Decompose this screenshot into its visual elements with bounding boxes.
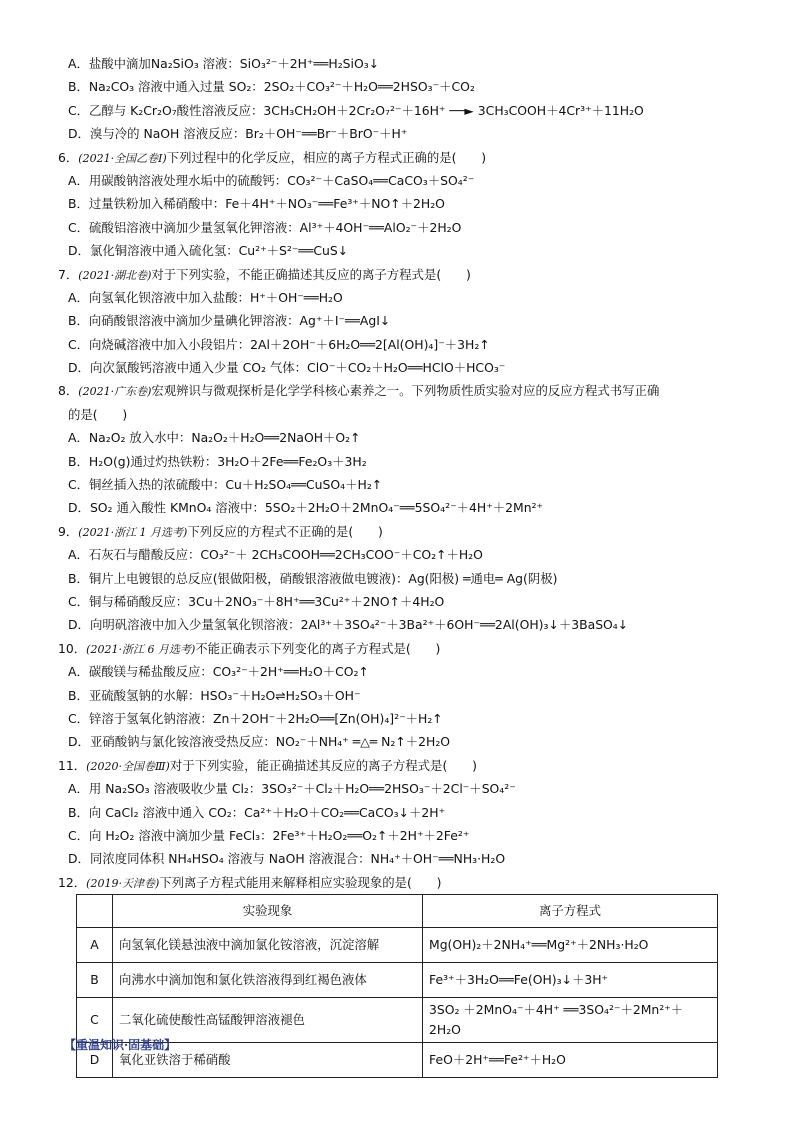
question-source: (2019·天津卷) xyxy=(86,876,160,890)
row-equation: Mg(OH)₂＋2NH₄⁺══Mg²⁺＋2NH₃·H₂O xyxy=(423,928,718,963)
question-source: (2021·浙江 6 月选考) xyxy=(86,642,196,656)
row-phenomenon: 氧化亚铁溶于稀硝酸 xyxy=(113,1043,423,1078)
question-12-stem: 12．(2019·天津卷)下列离子方程式能用来解释相应实验现象的是( ) xyxy=(58,874,442,890)
q10-option-d: D．亚硝酸钠与氯化铵溶液受热反应：NO₂⁻＋NH₄⁺ ═△═ N₂↑＋2H₂O xyxy=(68,734,451,750)
q11-option-a: A．用 Na₂SO₃ 溶液吸收少量 Cl₂：3SO₃²⁻＋Cl₂＋H₂O══2HSO₃⁻＋2Cl⁻＋SO₄²⁻ xyxy=(68,781,516,797)
question-8 xyxy=(0,379,794,519)
question-6 xyxy=(0,146,794,263)
question-source: (2020·全国卷Ⅲ) xyxy=(86,759,170,773)
question-source: (2021·浙江 1 月选考) xyxy=(78,525,188,539)
question-9 xyxy=(0,520,794,637)
q6-option-d: D．氯化铜溶液中通入硫化氢：Cu²⁺＋S²⁻══CuS↓ xyxy=(68,243,349,259)
table-header-phenomenon: 实验现象 xyxy=(113,895,423,928)
row-phenomenon: 向沸水中滴加饱和氯化铁溶液得到红褐色液体 xyxy=(113,963,423,998)
q8-option-d: D．SO₂ 通入酸性 KMnO₄ 溶液中：5SO₂＋2H₂O＋2MnO₄⁻══5SO₄²⁻＋4H⁺＋2Mn²⁺ xyxy=(68,500,544,516)
section-footer-label: 【重温知识·固基础】 xyxy=(64,1038,177,1052)
row-label: A xyxy=(77,928,113,963)
table-row xyxy=(77,963,718,998)
q9-option-d: D．向明矾溶液中加入少量氢氧化钡溶液：2Al³⁺＋3SO₄²⁻＋3Ba²⁺＋6OH⁻══2Al(OH)₃↓＋3BaSO₄↓ xyxy=(68,617,629,633)
q10-option-c: C．锌溶于氢氧化钠溶液：Zn＋2OH⁻＋2H₂O══[Zn(OH)₄]²⁻＋H₂↑ xyxy=(68,710,443,726)
question-list xyxy=(0,52,794,1078)
row-label: B xyxy=(77,963,113,998)
row-equation: Fe³⁺＋3H₂O══Fe(OH)₃↓＋3H⁺ xyxy=(423,963,718,998)
question-9-stem: 9．(2021·浙江 1 月选考)下列反应的方程式不正确的是( ) xyxy=(58,523,383,539)
table-header-blank xyxy=(77,895,113,928)
question-11 xyxy=(0,754,794,871)
question-5-options xyxy=(0,52,794,146)
q7-option-b: B．向硝酸银溶液中滴加少量碘化钾溶液：Ag⁺＋I⁻══AgI↓ xyxy=(68,313,391,329)
question-7-stem: 7．(2021·湖北卷)对于下列实验，不能正确描述其反应的离子方程式是( ) xyxy=(58,266,471,282)
q6-option-b: B．过量铁粉加入稀硝酸中：Fe＋4H⁺＋NO₃⁻══Fe³⁺＋NO↑＋2H₂O xyxy=(68,196,445,212)
question-8-stem-continued: 的是( ) xyxy=(68,406,128,422)
question-8-stem: 8．(2021·广东卷)宏观辨识与微观探析是化学学科核心素养之一。下列物质性质实验对应的反应方程式书写正确 xyxy=(58,383,660,399)
q11-option-c: C．向 H₂O₂ 溶液中滴加少量 FeCl₃：2Fe³⁺＋H₂O₂══O₂↑＋2H⁺＋2Fe²⁺ xyxy=(68,827,470,843)
q10-option-a: A．碳酸镁与稀盐酸反应：CO₃²⁻＋2H⁺══H₂O＋CO₂↑ xyxy=(68,664,369,680)
q6-option-a: A．用碳酸钠溶液处理水垢中的硫酸钙：CO₃²⁻＋CaSO₄══CaCO₃＋SO₄²⁻ xyxy=(68,172,475,188)
q10-option-b: B．亚硫酸氢钠的水解：HSO₃⁻＋H₂O⇌H₂SO₃＋OH⁻ xyxy=(68,687,361,703)
question-6-stem: 6．(2021·全国乙卷Ⅰ)下列过程中的化学反应，相应的离子方程式正确的是( ) xyxy=(58,149,487,165)
question-10 xyxy=(0,637,794,754)
q9-option-b: B．铜片上电镀银的总反应(银做阳极，硝酸银溶液做电镀液)：Ag(阳极) ═通电═ Ag(阴极) xyxy=(68,570,558,586)
row-label: C xyxy=(77,998,113,1043)
q6-option-c: C．硫酸铝溶液中滴加少量氢氧化钾溶液：Al³⁺＋4OH⁻══AlO₂⁻＋2H₂O xyxy=(68,219,462,235)
row-label: D xyxy=(77,1043,113,1078)
q9-option-c: C．铜与稀硝酸反应：3Cu＋2NO₃⁻＋8H⁺══3Cu²⁺＋2NO↑＋4H₂O xyxy=(68,593,445,609)
q8-option-b: B．H₂O(g)通过灼热铁粉：3H₂O＋2Fe══Fe₂O₃＋3H₂ xyxy=(68,453,367,469)
q11-option-d: D．同浓度同体积 NH₄HSO₄ 溶液与 NaOH 溶液混合：NH₄⁺＋OH⁻══NH₃·H₂O xyxy=(68,851,506,867)
question-source: (2021·广东卷) xyxy=(78,385,152,399)
row-phenomenon: 向氢氧化镁悬浊液中滴加氯化铵溶液，沉淀溶解 xyxy=(113,928,423,963)
table-row xyxy=(77,928,718,963)
question-source: (2021·全国乙卷Ⅰ) xyxy=(78,151,167,165)
q7-option-d: D．向次氯酸钙溶液中通入少量 CO₂ 气体：ClO⁻＋CO₂＋H₂O══HClO＋HCO₃⁻ xyxy=(68,360,506,376)
question-11-stem: 11．(2020·全国卷Ⅲ)对于下列实验，能正确描述其反应的离子方程式是( ) xyxy=(58,757,477,773)
row-equation: FeO＋2H⁺══Fe²⁺＋H₂O xyxy=(423,1043,718,1078)
table-header-row xyxy=(77,895,718,928)
q9-option-a: A．石灰石与醋酸反应：CO₃²⁻＋ 2CH₃COOH══2CH₃COO⁻＋CO₂↑＋H₂O xyxy=(68,547,483,563)
q8-option-a: A．Na₂O₂ 放入水中：Na₂O₂＋H₂O══2NaOH＋O₂↑ xyxy=(68,430,361,446)
q5-option-b: B．Na₂CO₃ 溶液中通入过量 SO₂：2SO₂＋CO₃²⁻＋H₂O══2HSO₃⁻＋CO₂ xyxy=(68,79,475,95)
q5-option-d: D．溴与冷的 NaOH 溶液反应：Br₂＋OH⁻══Br⁻＋BrO⁻＋H⁺ xyxy=(68,126,408,142)
question-source: (2021·湖北卷) xyxy=(78,268,152,282)
q11-option-b: B．向 CaCl₂ 溶液中通入 CO₂：Ca²⁺＋H₂O＋CO₂══CaCO₃↓＋2H⁺ xyxy=(68,804,446,820)
q8-option-c: C．铜丝插入热的浓硫酸中：Cu＋H₂SO₄══CuSO₄＋H₂↑ xyxy=(68,477,383,493)
question-10-stem: 10．(2021·浙江 6 月选考)不能正确表示下列变化的离子方程式是( ) xyxy=(58,640,441,656)
table-header-equation: 离子方程式 xyxy=(423,895,718,928)
q7-option-a: A．向氢氧化钡溶液中加入盐酸：H⁺＋OH⁻══H₂O xyxy=(68,289,343,305)
q5-option-c: C．乙醇与 K₂Cr₂O₇酸性溶液反应：3CH₃CH₂OH＋2Cr₂O₇²⁻＋16H⁺ ──► 3CH₃COOH＋4Cr³⁺＋11H₂O xyxy=(68,102,644,118)
question-7 xyxy=(0,263,794,380)
row-equation: 3SO₂ ＋2MnO₄⁻＋4H⁺ ══3SO₄²⁻＋2Mn²⁺＋2H₂O xyxy=(423,998,718,1043)
row-phenomenon: 二氧化硫使酸性高锰酸钾溶液褪色 xyxy=(113,998,423,1043)
q7-option-c: C．向烧碱溶液中加入小段铝片：2Al＋2OH⁻＋6H₂O══2[Al(OH)₄]⁻＋3H₂↑ xyxy=(68,336,490,352)
q5-option-a: A．盐酸中滴加Na₂SiO₃ 溶液：SiO₃²⁻＋2H⁺══H₂SiO₃↓ xyxy=(68,56,380,71)
